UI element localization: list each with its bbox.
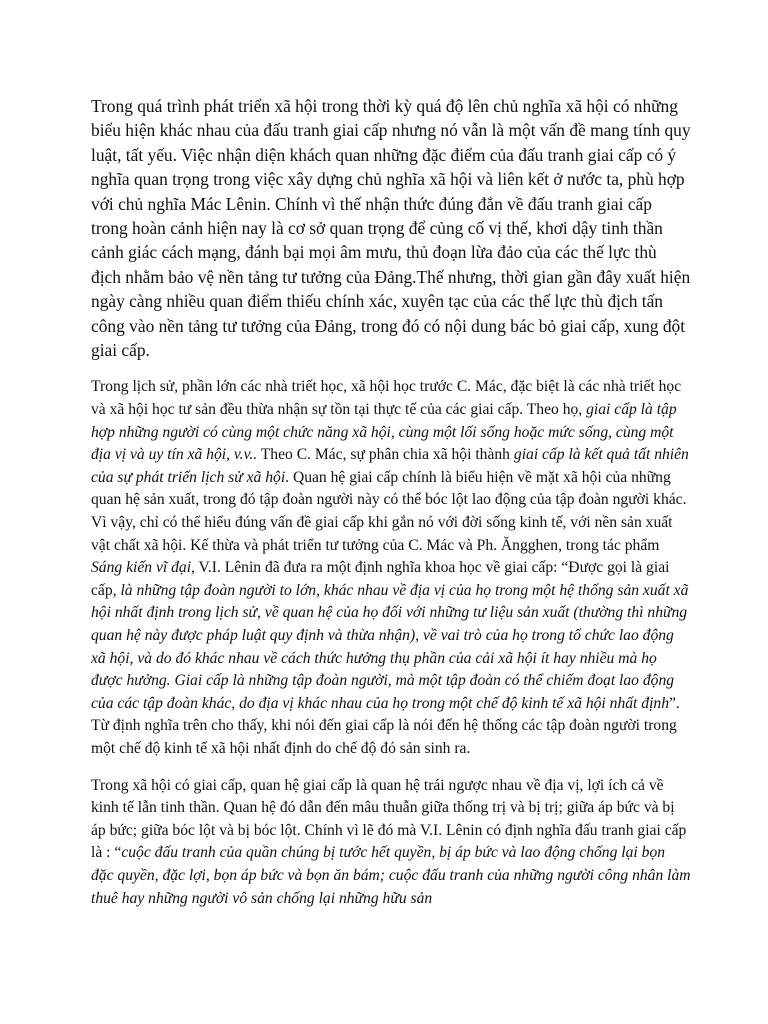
text-run: , V.I. Lênin đã đưa ra một định nghĩa khoa học về giai cấp: “Được gọi là giai cấp, — [91, 559, 670, 599]
document-body — [91, 94, 691, 910]
text-run: Theo C. Mác, sự phân chia xã hội thành — [257, 446, 514, 464]
text-run: ”. Từ định nghĩa trên cho thấy, khi nói đến giai cấp là nói đến hệ thống các tập đoàn người trong một chế độ kinh tế xã hội nhất định do chế độ đó sản sinh ra. — [91, 694, 680, 757]
italic-text-run: giai cấp là kết quả tất nhiên của sự phát triển lịch sử xã hội — [91, 446, 689, 486]
italic-book-title: Sáng kiến vĩ đại — [91, 559, 192, 577]
text-run: Trong lịch sử, phần lớn các nhà triết học, xã hội học trước C. Mác, đặc biệt là các nhà triết học và xã hội học tư sản đều thừa nhận sự tồn tại thực tế của các giai cấp. Theo họ, — [91, 378, 682, 419]
text-run: . Quan hệ giai cấp chính là biểu hiện về mặt xã hội của những quan hệ sản xuất, trong đó tập đoàn người này có thể bóc lột lao động của tập đoàn người khác. Vì vậy, chỉ có thể hiểu đúng vấn đề giai cấp khi gắn nó với đời sống kinh tế, với nền sản xuất vật chất xã hội. Kế thừa và phát triển tư tưởng của C. Mác và Ph. Ăngghen, trong tác phẩm — [91, 468, 687, 554]
paragraph-intro: Trong quá trình phát triển xã hội trong thời kỳ quá độ lên chủ nghĩa xã hội có những biểu hiện khác nhau của đấu tranh giai cấp nhưng nó vẫn là một vấn đề mang tính quy luật, tất yếu. Việc nhận diện khách quan những đặc điểm của đấu tranh giai cấp có ý nghĩa quan trọng trong việc xây dựng chủ nghĩa xã hội và liên kết ở nước ta, phù hợp với chủ nghĩa Mác Lênin. Chính vì thế nhận thức đúng đắn về đấu tranh giai cấp trong hoàn cảnh hiện nay là cơ sở quan trọng để củng cố vị thế, khơi dậy tinh thần cảnh giác cách mạng, đánh bại mọi âm mưu, thủ đoạn lừa đảo của các thế lực thù địch nhằm bảo vệ nền tảng tư tưởng của Đảng.Thế nhưng, thời gian gần đây xuất hiện ngày càng nhiều quan điểm thiếu chính xác, xuyên tạc của các thế lực thù địch tấn công vào nền tảng tư tưởng của Đảng, trong đó có nội dung bác bỏ giai cấp, xung đột giai cấp. — [91, 96, 691, 361]
italic-quotation: là những tập đoàn người to lớn, khác nhau về địa vị của họ trong một hệ thống sản xuất xã hội nhất định trong lịch sử, về quan hệ của họ đối với những tư liệu sản xuất (thường thì những quan hệ này được pháp luật quy định và thừa nhận), về vai trò của họ trong tổ chức lao động xã hội, và do đó khác nhau về cách thức hưởng thụ phần của cải xã hội ít hay nhiều mà họ được hưởng. Giai cấp là những tập đoàn người, mà một tập đoàn có thể chiếm đoạt lao động của các tập đoàn khác, do địa vị khác nhau của họ trong một chế độ kinh tế xã hội nhất định — [91, 581, 689, 712]
italic-text-run: giai cấp là tập hợp những người có cùng một chức năng xã hội, cùng một lối sống hoặc mức sống, cùng một địa vị và uy tín xã hội, v.v.. — [91, 401, 677, 464]
paragraph-class-struggle — [91, 775, 691, 911]
paragraph-class-definition — [91, 376, 691, 760]
italic-quotation: cuộc đấu tranh của quần chúng bị tước hết quyền, bị áp bức và lao động chống lại bọn đặc quyền, đặc lợi, bọn áp bức và bọn ăn bám; cuộc đấu tranh của những người công nhân làm thuê hay những người vô sản chống lại những hữu sản — [91, 844, 691, 907]
text-run: Trong xã hội có giai cấp, quan hệ giai cấp là quan hệ trái ngược nhau về địa vị, lợi ích cả về kinh tế lẫn tinh thần. Quan hệ đó dẫn đến mâu thuẫn giữa thống trị và bị trị; giữa áp bức và bị áp bức; giữa bóc lột và bị bóc lột. Chính vì lẽ đó mà V.I. Lênin có định nghĩa đấu tranh giai cấp là : “ — [91, 776, 687, 862]
